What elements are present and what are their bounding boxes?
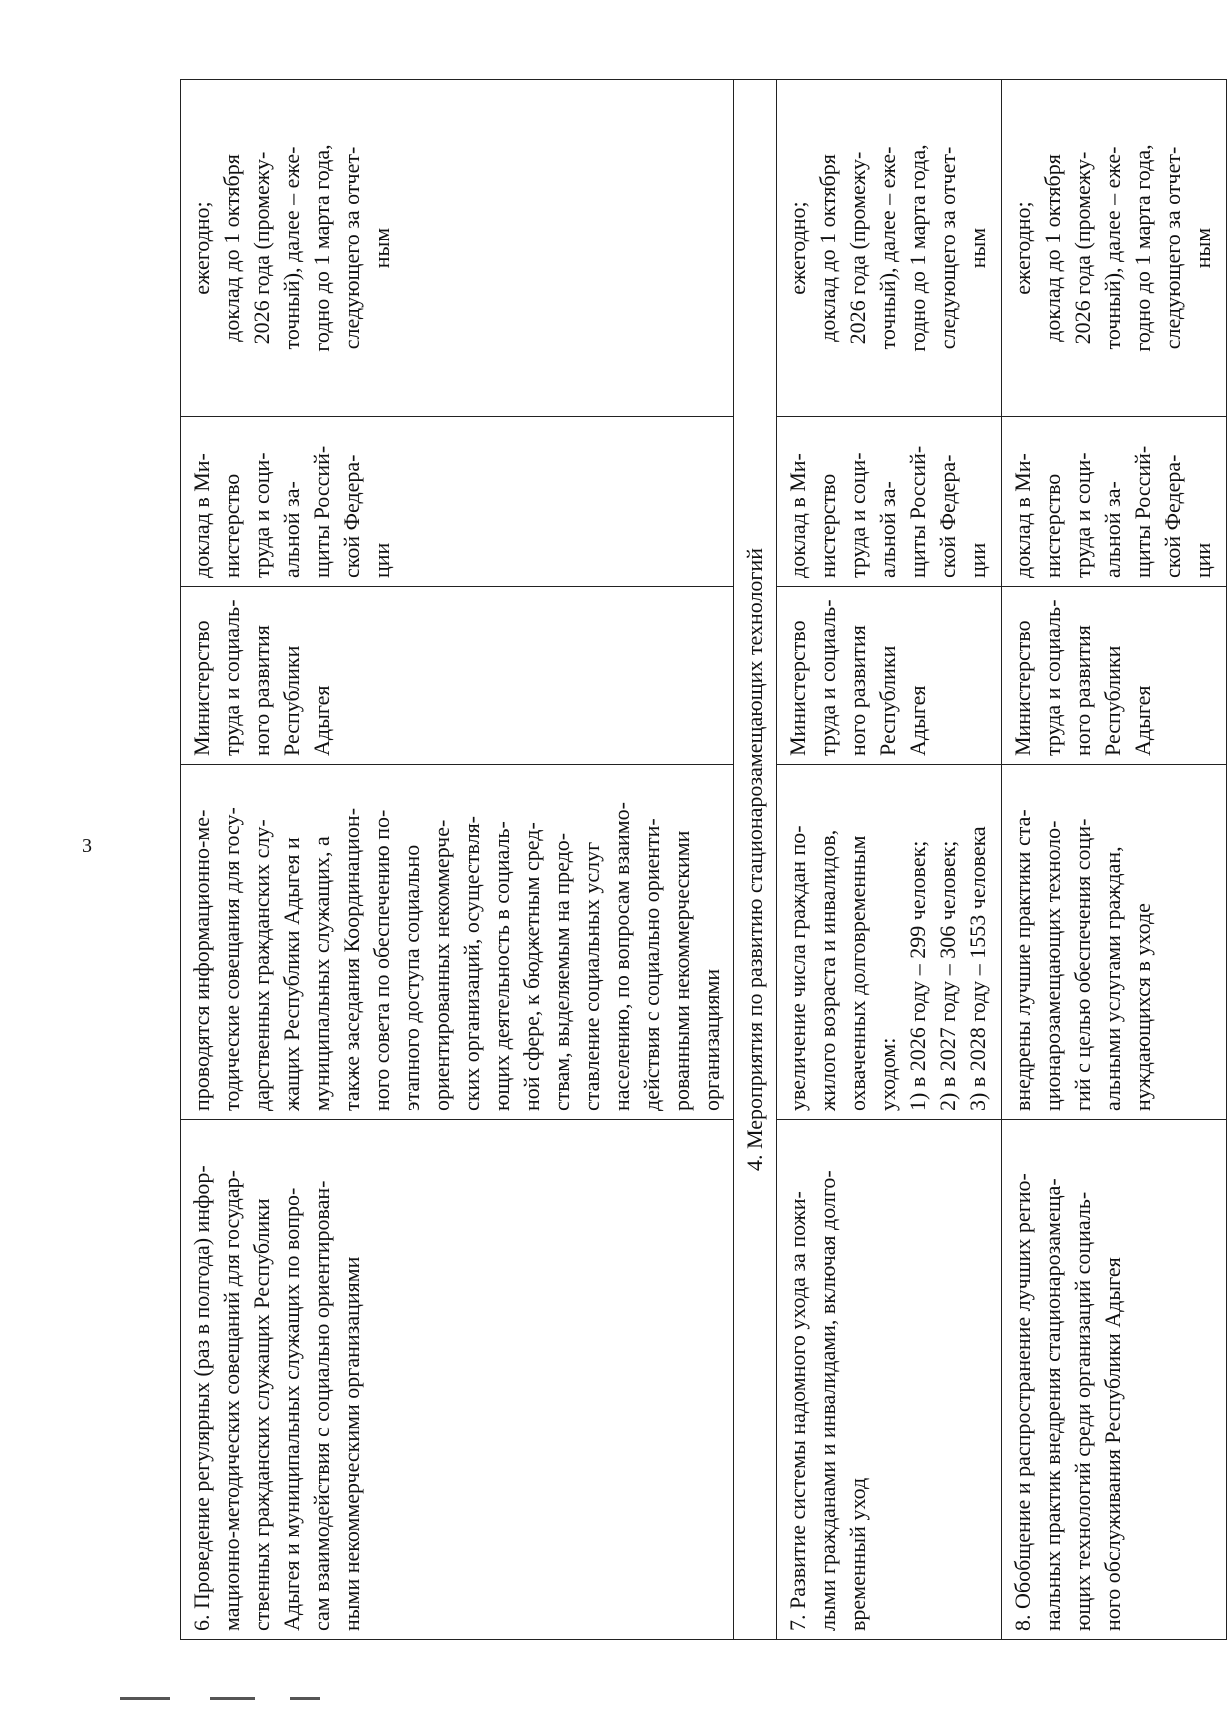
page-number: 3 — [82, 835, 92, 857]
table-row-6 — [181, 80, 734, 1640]
section-header-row — [734, 80, 777, 1640]
executor-cell: Министерство труда и социаль- ного развития Республики Адыгея — [181, 587, 734, 765]
rotated-plan-sheet — [180, 80, 1215, 1640]
report-form-cell: доклад в Ми- нистерство труда и соци- альной за- щиты Россий- ской Федера- ции — [181, 417, 734, 587]
measure-cell: 6. Проведение регулярных (раз в полгода) инфор- мационно-методических совещаний для государ- ственных гражданских служащих Республики Адыгея и муниципальных служащих по вопро- сам взаимодействия с социально ориентирован- ными некоммерческими организациями — [181, 1120, 734, 1640]
table-row-8 — [1002, 80, 1227, 1640]
executor-cell: Министерство труда и социаль- ного развития Республики Адыгея — [1002, 587, 1227, 765]
measure-cell: 7. Развитие системы надомного ухода за пожи- лыми гражданами и инвалидами, включая долго- временный уход — [777, 1120, 1002, 1640]
table-row-7 — [777, 80, 1002, 1640]
executor-cell: Министерство труда и социаль- ного развития Республики Адыгея — [777, 587, 1002, 765]
section-title: 4. Мероприятия по развитию стационарозамещающих технологий — [734, 80, 777, 1640]
result-cell: проводятся информационно-ме- тодические совещания для госу- дарственных гражданских слу- жащих Республики Адыгея и муниципальных служащих, а также заседания Координацион- ного совета по обеспечению по- этапного доступа социально ориентированных некоммерче- ских организаций, осуществля- ющих деятельность в социаль- ной сфере, к бюджетным сред- ствам, выделяемым на предо- ставление социальных услуг населению, по вопросам взаимо- действия с социально ориенти- рованными некоммерческими организациями — [181, 765, 734, 1120]
deadline-cell: ежегодно; доклад до 1 октября 2026 года (промежу- точный), далее – еже- годно до 1 марта года, следующего за отчет- ным — [1002, 80, 1227, 417]
report-form-cell: доклад в Ми- нистерство труда и соци- альной за- щиты Россий- ской Федера- ции — [1002, 417, 1227, 587]
action-plan-table — [180, 79, 1227, 1640]
measure-cell: 8. Обобщение и распространение лучших регио- нальных практик внедрения стационарозамеща- ющих технологий среди организаций социаль- ного обслуживания Республики Адыгея — [1002, 1120, 1227, 1640]
result-cell: увеличение числа граждан по- жилого возраста и инвалидов, охваченных долговременным уходом: 1) в 2026 году – 299 человек; 2) в 2027 году – 306 человек; 3) в 2028 году – 1553 человека — [777, 765, 1002, 1120]
deadline-cell: ежегодно; доклад до 1 октября 2026 года (промежу- точный), далее – еже- годно до 1 марта года, следующего за отчет- ным — [181, 80, 734, 417]
result-cell: внедрены лучшие практики ста- ционарозамещающих техноло- гий с целью обеспечения соци- альными услугами граждан, нуждающихся в уходе — [1002, 765, 1227, 1120]
scan-edge-marks — [120, 1697, 340, 1703]
report-form-cell: доклад в Ми- нистерство труда и соци- альной за- щиты Россий- ской Федера- ции — [777, 417, 1002, 587]
deadline-cell: ежегодно; доклад до 1 октября 2026 года (промежу- точный), далее – еже- годно до 1 марта года, следующего за отчет- ным — [777, 80, 1002, 417]
